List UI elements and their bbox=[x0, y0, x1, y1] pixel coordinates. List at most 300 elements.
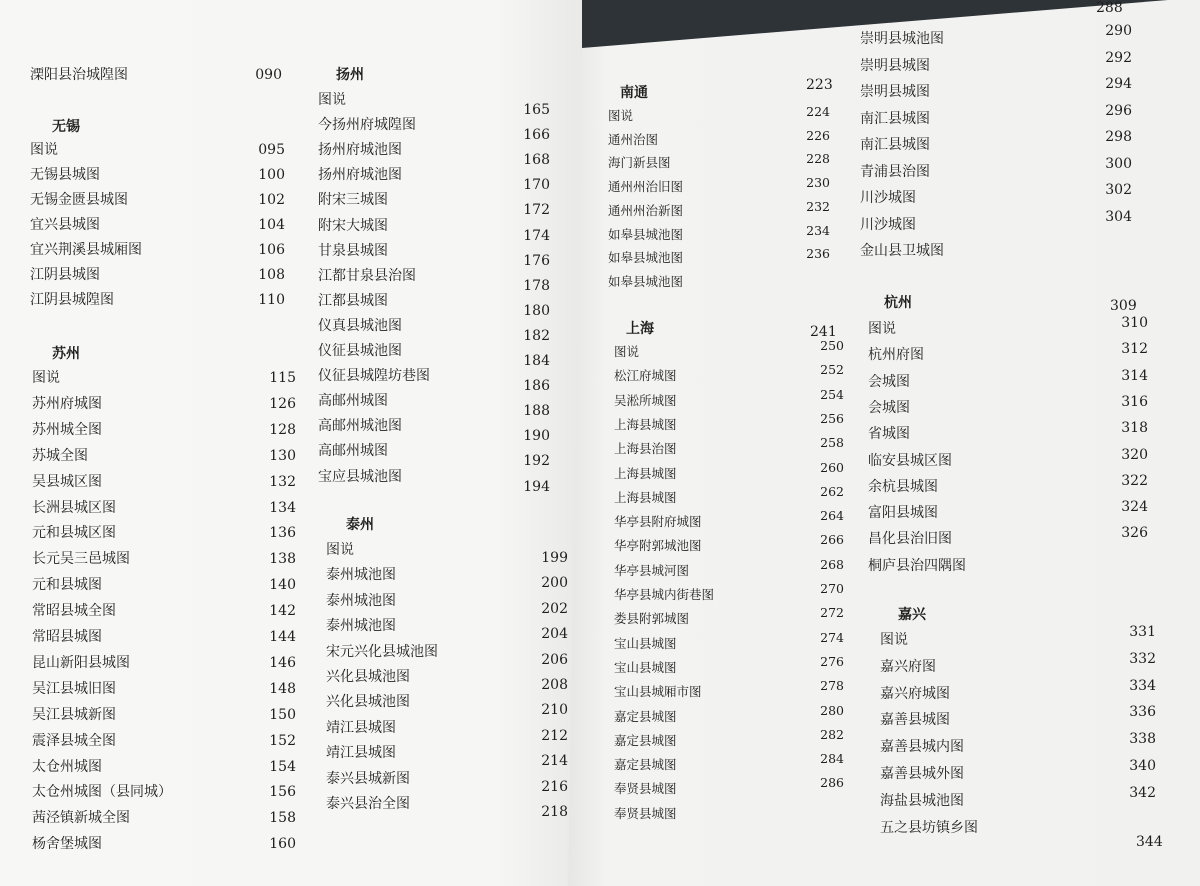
section-heading: 泰州 bbox=[346, 517, 374, 533]
toc-entry bbox=[614, 804, 844, 822]
entry-page: 278 bbox=[820, 678, 844, 694]
entry-title: 崇明县城池图 bbox=[860, 31, 944, 47]
entry-title: 省城图 bbox=[868, 426, 910, 443]
entry-page: 312 bbox=[1121, 341, 1148, 358]
entry-page: 294 bbox=[1105, 76, 1132, 92]
toc-entry bbox=[614, 629, 844, 652]
entry-title: 仪征县城池图 bbox=[318, 343, 402, 359]
entry-page: 298 bbox=[1105, 129, 1132, 145]
toc-entry bbox=[318, 139, 550, 169]
toc-entry bbox=[860, 129, 1132, 154]
toc-entry bbox=[30, 239, 285, 259]
section-heading: 南通 bbox=[620, 85, 648, 101]
entry-title: 通州州治旧图 bbox=[608, 179, 684, 195]
entry-page: 182 bbox=[523, 327, 550, 344]
toc-entry bbox=[30, 64, 282, 84]
entry-page: 176 bbox=[523, 252, 550, 269]
entry-page: 144 bbox=[269, 629, 296, 645]
entry-page: 186 bbox=[523, 378, 550, 395]
entry-page: 178 bbox=[523, 277, 550, 294]
entry-title: 海盐县城池图 bbox=[880, 792, 964, 809]
toc-entry bbox=[318, 189, 550, 219]
toc-entry bbox=[614, 581, 844, 603]
toc-entry bbox=[30, 289, 285, 309]
toc-entry bbox=[326, 615, 568, 643]
entry-page: 214 bbox=[541, 753, 568, 770]
entry-page: 256 bbox=[820, 410, 844, 426]
entry-page: 342 bbox=[1129, 784, 1156, 801]
entry-page: 166 bbox=[523, 127, 550, 144]
entry-title: 宋元兴化县城池图 bbox=[326, 643, 438, 660]
section-heading: 扬州 bbox=[336, 67, 364, 83]
entry-page: 320 bbox=[1121, 446, 1148, 463]
entry-page: 331 bbox=[1129, 624, 1156, 640]
entry-title: 宜兴荆溪县城厢图 bbox=[30, 242, 142, 258]
entry-title: 靖江县城图 bbox=[326, 745, 396, 762]
entry-page: 158 bbox=[269, 810, 296, 827]
entry-title: 元和县城图 bbox=[32, 577, 102, 594]
toc-entry bbox=[32, 833, 296, 853]
entry-title: 川沙城图 bbox=[860, 190, 916, 206]
entry-page: 199 bbox=[541, 550, 568, 566]
entry-title: 崇明县城图 bbox=[860, 57, 930, 74]
entry-title: 图说 bbox=[608, 108, 634, 123]
section-heading: 苏州 bbox=[52, 346, 80, 362]
entry-title: 杨舍堡城图 bbox=[32, 836, 102, 853]
entry-page: 174 bbox=[523, 227, 550, 244]
entry-title: 上海县城图 bbox=[614, 465, 677, 481]
entry-title: 图说 bbox=[880, 632, 908, 648]
entry-page: 152 bbox=[269, 732, 296, 749]
entry-page: 138 bbox=[269, 551, 296, 568]
toc-entry bbox=[868, 472, 1148, 496]
toc-entry bbox=[32, 807, 296, 827]
entry-page: 318 bbox=[1121, 420, 1148, 437]
toc-entry bbox=[614, 775, 844, 797]
entry-title: 甘泉县城图 bbox=[318, 242, 388, 259]
entry-title: 如皋县城池图 bbox=[608, 226, 684, 242]
entry-page: 100 bbox=[258, 167, 285, 183]
toc-entry bbox=[32, 367, 296, 387]
toc-entry bbox=[868, 555, 1148, 575]
entry-page: 136 bbox=[269, 525, 296, 542]
entry-page: 204 bbox=[541, 626, 568, 643]
entry-page: 304 bbox=[1105, 208, 1132, 225]
entry-title: 如皋县城池图 bbox=[608, 273, 684, 289]
toc-entry bbox=[608, 106, 830, 124]
toc-entry bbox=[326, 564, 568, 592]
entry-page: 290 bbox=[1105, 23, 1132, 39]
toc-entry bbox=[614, 386, 844, 409]
entry-title: 扬州府城池图 bbox=[318, 167, 402, 184]
entry-page: 190 bbox=[523, 428, 550, 445]
toc-entry bbox=[614, 508, 844, 530]
toc-entry bbox=[868, 341, 1148, 364]
toc-entry bbox=[32, 445, 296, 465]
entry-title: 今扬州府城隍图 bbox=[318, 117, 416, 134]
entry-page: 264 bbox=[820, 508, 844, 524]
entry-title: 长元吴三邑城图 bbox=[32, 551, 130, 568]
entry-page: 130 bbox=[269, 447, 296, 464]
entry-page: 126 bbox=[269, 395, 296, 412]
entry-page: 254 bbox=[820, 386, 844, 402]
toc-entry bbox=[608, 153, 830, 171]
toc-entry bbox=[860, 76, 1132, 101]
entry-title: 华亭附郭城池图 bbox=[614, 538, 702, 554]
toc-entry bbox=[318, 89, 550, 118]
entry-title: 宝山县城厢市图 bbox=[614, 684, 702, 700]
entry-title: 泰兴县城新图 bbox=[326, 770, 410, 787]
toc-entry bbox=[32, 678, 296, 698]
entry-title: 五之县坊镇乡图 bbox=[880, 819, 978, 836]
toc-entry bbox=[326, 641, 568, 668]
entry-title: 宝应县城池图 bbox=[318, 468, 402, 485]
entry-page: 208 bbox=[541, 677, 568, 693]
entry-page: 326 bbox=[1121, 525, 1148, 542]
entry-title: 南汇县城图 bbox=[860, 137, 930, 153]
entry-page: 280 bbox=[820, 702, 844, 718]
entry-page: 154 bbox=[269, 758, 296, 775]
entry-page: 230 bbox=[806, 175, 830, 191]
entry-page: 241 bbox=[810, 324, 837, 340]
entry-title: 临安县城区图 bbox=[868, 452, 952, 469]
entry-title: 泰兴县治全图 bbox=[326, 796, 410, 812]
entry-page: 340 bbox=[1129, 758, 1156, 774]
toc-entry bbox=[30, 189, 285, 209]
entry-page: 314 bbox=[1121, 367, 1148, 384]
toc-entry bbox=[32, 522, 296, 542]
entry-title: 华亭县城内街巷图 bbox=[614, 587, 715, 602]
toc-entry bbox=[860, 49, 1132, 75]
entry-title: 溧阳县治城隍图 bbox=[30, 67, 128, 83]
entry-page: 170 bbox=[523, 177, 550, 194]
entry-title: 昌化县治旧图 bbox=[868, 531, 952, 548]
toc-entry bbox=[608, 248, 830, 266]
toc-entry bbox=[326, 666, 568, 693]
toc-entry bbox=[614, 435, 844, 457]
entry-page: 338 bbox=[1129, 731, 1156, 748]
entry-title: 娄县附郭城图 bbox=[614, 611, 690, 627]
toc-entry bbox=[30, 139, 285, 159]
entry-title: 上海县治图 bbox=[614, 441, 677, 457]
toc-entry bbox=[880, 677, 1156, 703]
entry-page: 223 bbox=[806, 77, 833, 93]
toc-entry bbox=[608, 177, 830, 195]
entry-page: 288 bbox=[1096, 0, 1123, 16]
entry-page: 324 bbox=[1121, 499, 1148, 516]
entry-title: 高邮州城图 bbox=[318, 393, 388, 410]
entry-title: 嘉善县城外图 bbox=[880, 766, 964, 782]
toc-entry bbox=[30, 214, 285, 234]
toc-entry bbox=[614, 678, 844, 700]
toc-entry bbox=[318, 365, 550, 395]
entry-page: 134 bbox=[269, 499, 296, 516]
entry-page: 102 bbox=[258, 192, 285, 208]
entry-page: 110 bbox=[258, 292, 285, 308]
entry-title: 吴江县城旧图 bbox=[32, 680, 116, 697]
entry-page: 262 bbox=[820, 483, 844, 499]
entry-page: 206 bbox=[541, 651, 568, 668]
toc-entry bbox=[860, 23, 1132, 48]
entry-title: 嘉定县城图 bbox=[614, 708, 677, 724]
entry-title: 南汇县城图 bbox=[860, 110, 930, 127]
entry-page: 210 bbox=[541, 702, 568, 719]
entry-page: 232 bbox=[806, 198, 830, 214]
entry-page: 104 bbox=[258, 217, 285, 233]
entry-page: 252 bbox=[820, 362, 844, 378]
entry-page: 282 bbox=[820, 726, 844, 742]
entry-page: 184 bbox=[523, 353, 550, 369]
entry-page: 108 bbox=[258, 267, 285, 283]
entry-title: 宝山县城图 bbox=[614, 659, 677, 675]
toc-entry bbox=[32, 781, 296, 801]
toc-entry bbox=[860, 102, 1132, 128]
entry-title: 杭州府图 bbox=[868, 347, 924, 364]
entry-title: 通州治图 bbox=[608, 131, 659, 147]
entry-title: 图说 bbox=[868, 321, 896, 337]
toc-entry bbox=[614, 726, 844, 749]
entry-title: 长洲县城区图 bbox=[32, 499, 116, 516]
entry-title: 泰州城池图 bbox=[326, 618, 396, 635]
entry-title: 金山县卫城图 bbox=[860, 243, 944, 259]
entry-title: 会城图 bbox=[868, 399, 910, 416]
entry-page: 165 bbox=[523, 102, 550, 118]
toc-entry bbox=[608, 272, 830, 290]
entry-title: 富阳县城图 bbox=[868, 505, 938, 522]
entry-page: 268 bbox=[820, 556, 844, 572]
entry-title: 嘉兴府城图 bbox=[880, 685, 950, 702]
toc-entry bbox=[32, 730, 296, 750]
entry-title: 华亭县城河图 bbox=[614, 562, 690, 578]
entry-page: 228 bbox=[806, 151, 830, 167]
toc-entry bbox=[326, 717, 568, 744]
entry-title: 图说 bbox=[614, 344, 640, 359]
entry-page: 115 bbox=[269, 370, 296, 386]
entry-page: 090 bbox=[255, 67, 282, 83]
entry-title: 通州州治新图 bbox=[608, 202, 684, 218]
entry-title: 嘉定县城图 bbox=[614, 732, 677, 748]
toc-entry bbox=[32, 652, 296, 672]
entry-title: 泰州城池图 bbox=[326, 567, 396, 584]
toc-entry bbox=[318, 415, 550, 445]
toc-entry bbox=[614, 653, 844, 676]
entry-title: 图说 bbox=[32, 370, 60, 386]
entry-page: 142 bbox=[269, 603, 296, 620]
toc-entry bbox=[32, 756, 296, 776]
toc-entry bbox=[32, 626, 296, 646]
toc-entry bbox=[326, 768, 568, 795]
entry-title: 无锡县城图 bbox=[30, 167, 100, 183]
entry-page: 286 bbox=[820, 775, 844, 791]
entry-page: 202 bbox=[541, 600, 568, 617]
entry-title: 图说 bbox=[318, 92, 346, 108]
toc-entry bbox=[880, 650, 1156, 676]
entry-title: 嘉兴府图 bbox=[880, 658, 936, 675]
toc-entry bbox=[326, 742, 568, 770]
entry-title: 崇明县城图 bbox=[860, 84, 930, 100]
toc-entry bbox=[32, 497, 296, 517]
toc-entry bbox=[608, 198, 830, 219]
toc-entry bbox=[318, 390, 550, 420]
entry-page: 194 bbox=[523, 478, 550, 495]
toc-entry bbox=[30, 164, 285, 184]
toc-entry bbox=[32, 548, 296, 568]
entry-page: 309 bbox=[1110, 298, 1137, 314]
entry-title: 泰州城池图 bbox=[326, 592, 396, 609]
entry-page: 310 bbox=[1121, 315, 1148, 331]
toc-entry bbox=[880, 817, 1156, 837]
entry-page: 192 bbox=[523, 453, 550, 470]
entry-page: 270 bbox=[820, 581, 844, 596]
entry-title: 苏城全图 bbox=[32, 447, 88, 464]
toc-entry bbox=[318, 340, 550, 369]
toc-entry bbox=[868, 446, 1148, 470]
entry-page: 216 bbox=[541, 778, 568, 795]
toc-entry bbox=[318, 265, 550, 294]
entry-title: 苏州城全图 bbox=[32, 421, 102, 438]
entry-title: 昆山新阳县城图 bbox=[32, 654, 130, 671]
entry-page: 292 bbox=[1105, 49, 1132, 66]
toc-entry bbox=[318, 290, 550, 319]
toc-entry bbox=[880, 758, 1156, 783]
entry-page: 284 bbox=[820, 751, 844, 767]
section-heading: 上海 bbox=[626, 321, 654, 337]
toc-entry bbox=[614, 556, 844, 579]
toc-entry bbox=[326, 793, 568, 820]
entry-page: 156 bbox=[269, 784, 296, 801]
entry-page: 332 bbox=[1129, 650, 1156, 667]
entry-title: 如皋县城池图 bbox=[608, 250, 684, 266]
toc-entry bbox=[614, 483, 844, 506]
entry-title: 川沙城图 bbox=[860, 216, 916, 233]
entry-page: 344 bbox=[1136, 834, 1163, 850]
toc-entry bbox=[32, 471, 296, 491]
entry-page: 212 bbox=[541, 727, 568, 744]
entry-title: 江阴县城图 bbox=[30, 267, 100, 283]
toc-entry bbox=[30, 264, 285, 284]
entry-page: 095 bbox=[258, 142, 285, 158]
toc-entry bbox=[860, 155, 1132, 181]
toc-entry bbox=[326, 539, 568, 566]
entry-title: 仪真县城池图 bbox=[318, 317, 402, 334]
entry-page: 274 bbox=[820, 629, 844, 645]
entry-title: 附宋三城图 bbox=[318, 192, 388, 209]
entry-title: 靖江县城图 bbox=[326, 719, 396, 736]
entry-title: 华亭县附府城图 bbox=[614, 514, 702, 530]
entry-title: 桐庐县治四隅图 bbox=[868, 557, 966, 574]
entry-title: 图说 bbox=[326, 542, 354, 558]
entry-title: 常昭县城全图 bbox=[32, 603, 116, 620]
entry-title: 奉贤县城图 bbox=[614, 805, 677, 821]
entry-page: 200 bbox=[541, 575, 568, 592]
entry-title: 扬州府城池图 bbox=[318, 142, 402, 159]
entry-page: 132 bbox=[269, 473, 296, 490]
toc-entry bbox=[880, 731, 1156, 756]
entry-page: 180 bbox=[523, 302, 550, 319]
toc-entry bbox=[32, 574, 296, 594]
entry-page: 146 bbox=[269, 654, 296, 671]
entry-title: 仪征县城隍坊巷图 bbox=[318, 368, 430, 385]
entry-title: 茜泾镇新城全图 bbox=[32, 810, 130, 827]
toc-entry bbox=[608, 222, 830, 243]
toc-entry bbox=[614, 459, 844, 482]
toc-entry bbox=[614, 751, 844, 773]
entry-title: 太仓州城图（县同城） bbox=[32, 784, 172, 801]
entry-page: 316 bbox=[1121, 393, 1148, 410]
toc-entry bbox=[614, 362, 844, 384]
entry-title: 吴江县城新图 bbox=[32, 706, 116, 723]
entry-title: 江都甘泉县治图 bbox=[318, 267, 416, 284]
entry-title: 海门新县图 bbox=[608, 155, 671, 171]
toc-entry bbox=[318, 240, 550, 269]
section-heading: 无锡 bbox=[52, 119, 80, 135]
entry-title: 奉贤县城图 bbox=[614, 781, 677, 797]
toc-entry bbox=[868, 420, 1148, 443]
entry-title: 宝山县城图 bbox=[614, 635, 677, 651]
entry-page: 236 bbox=[806, 246, 830, 262]
toc-entry bbox=[318, 164, 550, 194]
entry-page: 172 bbox=[523, 202, 550, 219]
entry-title: 吴县城区图 bbox=[32, 473, 102, 490]
entry-title: 江阴县城隍图 bbox=[30, 292, 114, 308]
toc-entry bbox=[318, 215, 550, 244]
entry-title: 松江府城图 bbox=[614, 368, 677, 384]
entry-page: 226 bbox=[806, 127, 830, 143]
entry-title: 上海县城图 bbox=[614, 489, 677, 505]
entry-title: 青浦县治图 bbox=[860, 163, 930, 180]
entry-title: 附宋大城图 bbox=[318, 217, 388, 234]
toc-entry bbox=[608, 127, 830, 148]
toc-entry bbox=[868, 367, 1148, 391]
entry-title: 嘉善县城内图 bbox=[880, 739, 964, 756]
toc-entry bbox=[868, 499, 1148, 522]
toc-entry bbox=[868, 393, 1148, 417]
entry-title: 太仓州城图 bbox=[32, 758, 102, 775]
toc-entry bbox=[860, 240, 1132, 260]
toc-entry bbox=[32, 393, 296, 413]
entry-title: 会城图 bbox=[868, 373, 910, 390]
toc-entry bbox=[880, 704, 1156, 729]
entry-page: 160 bbox=[269, 836, 296, 853]
toc-entry bbox=[318, 466, 550, 495]
toc-entry bbox=[868, 525, 1148, 548]
entry-title: 上海县城图 bbox=[614, 416, 677, 432]
entry-title: 高邮州城图 bbox=[318, 443, 388, 460]
entry-page: 322 bbox=[1121, 472, 1148, 489]
entry-page: 234 bbox=[806, 222, 830, 238]
toc-entry bbox=[880, 624, 1156, 649]
toc-entry bbox=[326, 691, 568, 719]
entry-page: 276 bbox=[820, 653, 844, 669]
entry-page: 148 bbox=[269, 680, 296, 697]
entry-page: 128 bbox=[269, 421, 296, 438]
entry-page: 224 bbox=[806, 104, 830, 119]
section-heading: 杭州 bbox=[884, 295, 912, 311]
toc-entry bbox=[860, 208, 1132, 234]
entry-page: 266 bbox=[820, 532, 844, 548]
entry-page: 150 bbox=[269, 706, 296, 723]
toc-entry bbox=[32, 704, 296, 724]
entry-title: 嘉定县城图 bbox=[614, 757, 677, 773]
entry-title: 余杭县城图 bbox=[868, 478, 938, 495]
toc-entry bbox=[880, 784, 1156, 810]
entry-page: 296 bbox=[1105, 102, 1132, 119]
entry-page: 258 bbox=[820, 435, 844, 451]
toc-entry bbox=[868, 315, 1148, 338]
toc-entry bbox=[614, 410, 844, 433]
entry-page: 250 bbox=[820, 338, 844, 353]
toc-entry bbox=[318, 315, 550, 344]
